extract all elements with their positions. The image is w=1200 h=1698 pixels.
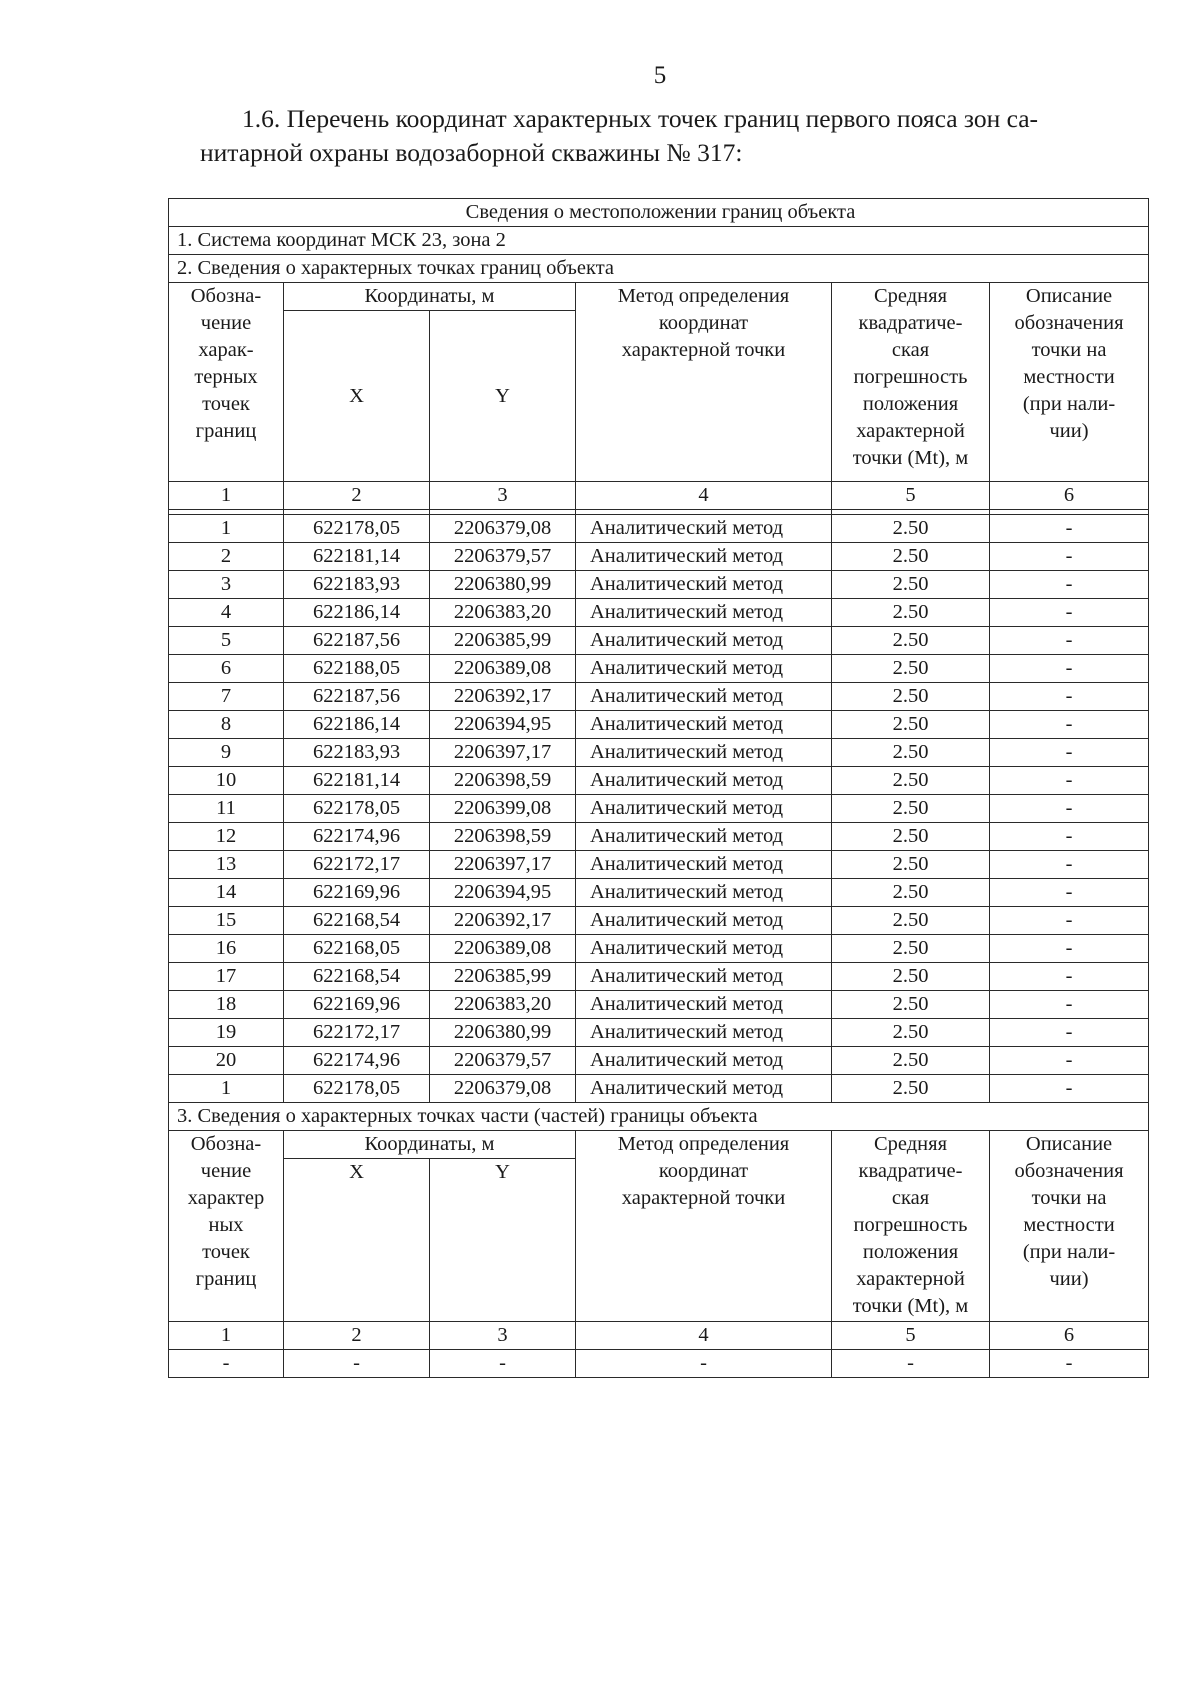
point-number-cell: 18: [169, 991, 284, 1019]
header-description-text: Описание обозначения точки на местности (при нали- чии): [1014, 285, 1124, 442]
description-cell: -: [990, 739, 1149, 767]
section-3-title: 3. Сведения о характерных точках части (частей) границы объекта: [169, 1103, 1149, 1131]
point-number-cell: 10: [169, 767, 284, 795]
mt-error-cell: 2.50: [832, 879, 990, 907]
point-number-cell: 15: [169, 907, 284, 935]
description-cell: -: [990, 963, 1149, 991]
description-cell: -: [990, 767, 1149, 795]
description-cell: -: [990, 655, 1149, 683]
header-point-designation-text: Обозна- чение харак- терных точек границ: [190, 285, 262, 442]
index-cell: 4: [576, 1322, 832, 1350]
index-cell: 6: [990, 1322, 1149, 1350]
description-cell: -: [990, 1047, 1149, 1075]
mt-error-cell: 2.50: [832, 907, 990, 935]
table-row: [169, 823, 1149, 851]
header-point-designation: [169, 283, 284, 482]
header-method-text: Метод определения координат характерной точки: [617, 285, 790, 361]
y-coordinate-cell: 2206389,08: [430, 655, 576, 683]
empty-cell: -: [430, 1350, 576, 1378]
point-number-cell: 5: [169, 627, 284, 655]
table-row: [169, 683, 1149, 711]
point-number-cell: 20: [169, 1047, 284, 1075]
index-cell: 3: [430, 482, 576, 510]
table-row: [169, 739, 1149, 767]
mt-error-cell: 2.50: [832, 991, 990, 1019]
header2-error-text: Средняя квадратиче- ская погрешность положения характерной точки (Mt), м: [852, 1133, 969, 1317]
index-cell: 1: [169, 482, 284, 510]
method-cell: Аналитический метод: [576, 683, 832, 711]
y-coordinate-cell: 2206385,99: [430, 627, 576, 655]
table-row: [169, 711, 1149, 739]
method-cell: Аналитический метод: [576, 655, 832, 683]
section-heading: [200, 102, 1150, 170]
header2-x: X: [284, 1159, 430, 1322]
y-coordinate-cell: 2206383,20: [430, 991, 576, 1019]
description-cell: -: [990, 1019, 1149, 1047]
table-row: [169, 1075, 1149, 1103]
coordinates-table: [168, 198, 1149, 1378]
mt-error-cell: 2.50: [832, 963, 990, 991]
y-coordinate-cell: 2206392,17: [430, 683, 576, 711]
header2-method: [576, 1131, 832, 1322]
x-coordinate-cell: 622168,54: [284, 907, 430, 935]
x-coordinate-cell: 622187,56: [284, 627, 430, 655]
point-number-cell: 9: [169, 739, 284, 767]
index-cell: 5: [832, 482, 990, 510]
mt-error-cell: 2.50: [832, 627, 990, 655]
method-cell: Аналитический метод: [576, 795, 832, 823]
method-cell: Аналитический метод: [576, 1019, 832, 1047]
y-coordinate-cell: 2206389,08: [430, 935, 576, 963]
header-error: [832, 283, 990, 482]
table-row: [169, 851, 1149, 879]
table-row: [169, 795, 1149, 823]
point-number-cell: 17: [169, 963, 284, 991]
x-coordinate-cell: 622186,14: [284, 711, 430, 739]
method-cell: Аналитический метод: [576, 739, 832, 767]
method-cell: Аналитический метод: [576, 879, 832, 907]
empty-cell: -: [576, 1350, 832, 1378]
y-coordinate-cell: 2206397,17: [430, 851, 576, 879]
method-cell: Аналитический метод: [576, 823, 832, 851]
section-2-title: 2. Сведения о характерных точках границ объекта: [169, 255, 1149, 283]
x-coordinate-cell: 622183,93: [284, 571, 430, 599]
header-coordinates: Координаты, м: [284, 283, 576, 311]
mt-error-cell: 2.50: [832, 655, 990, 683]
x-coordinate-cell: 622178,05: [284, 515, 430, 543]
header-error-text: Средняя квадратиче- ская погрешность положения характерной точки (Mt), м: [852, 285, 969, 469]
description-cell: -: [990, 543, 1149, 571]
index-cell: 1: [169, 1322, 284, 1350]
y-coordinate-cell: 2206397,17: [430, 739, 576, 767]
point-number-cell: 14: [169, 879, 284, 907]
x-coordinate-cell: 622178,05: [284, 795, 430, 823]
index-row: [169, 482, 1149, 510]
y-coordinate-cell: 2206379,08: [430, 1075, 576, 1103]
y-coordinate-cell: 2206380,99: [430, 571, 576, 599]
point-number-cell: 3: [169, 571, 284, 599]
point-number-cell: 13: [169, 851, 284, 879]
y-coordinate-cell: 2206394,95: [430, 711, 576, 739]
mt-error-cell: 2.50: [832, 795, 990, 823]
x-coordinate-cell: 622178,05: [284, 1075, 430, 1103]
header2-y: Y: [430, 1159, 576, 1322]
index-cell: 2: [284, 1322, 430, 1350]
method-cell: Аналитический метод: [576, 991, 832, 1019]
mt-error-cell: 2.50: [832, 823, 990, 851]
x-coordinate-cell: 622174,96: [284, 1047, 430, 1075]
header2-error: [832, 1131, 990, 1322]
index-cell: 4: [576, 482, 832, 510]
method-cell: Аналитический метод: [576, 935, 832, 963]
description-cell: -: [990, 599, 1149, 627]
mt-error-cell: 2.50: [832, 851, 990, 879]
x-coordinate-cell: 622174,96: [284, 823, 430, 851]
method-cell: Аналитический метод: [576, 963, 832, 991]
x-coordinate-cell: 622169,96: [284, 991, 430, 1019]
y-coordinate-cell: 2206379,57: [430, 1047, 576, 1075]
method-cell: Аналитический метод: [576, 907, 832, 935]
method-cell: Аналитический метод: [576, 767, 832, 795]
description-cell: -: [990, 935, 1149, 963]
y-coordinate-cell: 2206392,17: [430, 907, 576, 935]
description-cell: -: [990, 711, 1149, 739]
empty-cell: -: [990, 1350, 1149, 1378]
header2-description-text: Описание обозначения точки на местности (при нали- чии): [1014, 1133, 1124, 1290]
index-cell: 5: [832, 1322, 990, 1350]
y-coordinate-cell: 2206385,99: [430, 963, 576, 991]
page-number: 5: [653, 62, 667, 89]
header2-point-designation: [169, 1131, 284, 1322]
point-number-cell: 12: [169, 823, 284, 851]
mt-error-cell: 2.50: [832, 571, 990, 599]
method-cell: Аналитический метод: [576, 711, 832, 739]
table-row: [169, 963, 1149, 991]
mt-error-cell: 2.50: [832, 767, 990, 795]
x-coordinate-cell: 622168,54: [284, 963, 430, 991]
description-cell: -: [990, 627, 1149, 655]
header-y: Y: [430, 311, 576, 482]
point-number-cell: 19: [169, 1019, 284, 1047]
point-number-cell: 4: [169, 599, 284, 627]
x-coordinate-cell: 622181,14: [284, 767, 430, 795]
table-row: [169, 1019, 1149, 1047]
empty-cell: -: [284, 1350, 430, 1378]
header-method: [576, 283, 832, 482]
point-number-cell: 7: [169, 683, 284, 711]
y-coordinate-cell: 2206394,95: [430, 879, 576, 907]
description-cell: -: [990, 571, 1149, 599]
point-number-cell: 1: [169, 515, 284, 543]
method-cell: Аналитический метод: [576, 571, 832, 599]
y-coordinate-cell: 2206383,20: [430, 599, 576, 627]
empty-cell: -: [832, 1350, 990, 1378]
table-row: [169, 543, 1149, 571]
heading-line-2: нитарной охраны водозаборной скважины № 317:: [200, 138, 743, 167]
description-cell: -: [990, 851, 1149, 879]
method-cell: Аналитический метод: [576, 543, 832, 571]
table-row: [169, 935, 1149, 963]
index-cell: 6: [990, 482, 1149, 510]
description-cell: -: [990, 991, 1149, 1019]
x-coordinate-cell: 622183,93: [284, 739, 430, 767]
x-coordinate-cell: 622188,05: [284, 655, 430, 683]
point-number-cell: 1: [169, 1075, 284, 1103]
description-cell: -: [990, 1075, 1149, 1103]
mt-error-cell: 2.50: [832, 935, 990, 963]
point-number-cell: 8: [169, 711, 284, 739]
header-description: [990, 283, 1149, 482]
point-number-cell: 2: [169, 543, 284, 571]
method-cell: Аналитический метод: [576, 599, 832, 627]
empty-cell: -: [169, 1350, 284, 1378]
mt-error-cell: 2.50: [832, 711, 990, 739]
method-cell: Аналитический метод: [576, 515, 832, 543]
y-coordinate-cell: 2206398,59: [430, 767, 576, 795]
header2-method-text: Метод определения координат характерной точки: [617, 1133, 790, 1209]
table-row: [169, 515, 1149, 543]
x-coordinate-cell: 622172,17: [284, 851, 430, 879]
x-coordinate-cell: 622186,14: [284, 599, 430, 627]
table-row: [169, 991, 1149, 1019]
method-cell: Аналитический метод: [576, 851, 832, 879]
description-cell: -: [990, 879, 1149, 907]
x-coordinate-cell: 622181,14: [284, 543, 430, 571]
y-coordinate-cell: 2206399,08: [430, 795, 576, 823]
table-row: [169, 599, 1149, 627]
x-coordinate-cell: 622172,17: [284, 1019, 430, 1047]
y-coordinate-cell: 2206380,99: [430, 1019, 576, 1047]
point-number-cell: 11: [169, 795, 284, 823]
header-x: X: [284, 311, 430, 482]
heading-line-1: 1.6. Перечень координат характерных точек границ первого пояса зон са-: [242, 104, 1039, 133]
y-coordinate-cell: 2206379,57: [430, 543, 576, 571]
mt-error-cell: 2.50: [832, 739, 990, 767]
description-cell: -: [990, 823, 1149, 851]
description-cell: -: [990, 515, 1149, 543]
coordinate-system-row: 1. Система координат МСК 23, зона 2: [169, 227, 1149, 255]
index-row-2: [169, 1322, 1149, 1350]
table-row: [169, 655, 1149, 683]
y-coordinate-cell: 2206379,08: [430, 515, 576, 543]
header2-description: [990, 1131, 1149, 1322]
index-cell: 2: [284, 482, 430, 510]
table-row: [169, 627, 1149, 655]
mt-error-cell: 2.50: [832, 683, 990, 711]
mt-error-cell: 2.50: [832, 515, 990, 543]
empty-row: [169, 1350, 1149, 1378]
table-title: Сведения о местоположении границ объекта: [169, 199, 1149, 227]
point-number-cell: 16: [169, 935, 284, 963]
y-coordinate-cell: 2206398,59: [430, 823, 576, 851]
method-cell: Аналитический метод: [576, 1075, 832, 1103]
x-coordinate-cell: 622187,56: [284, 683, 430, 711]
table-row: [169, 767, 1149, 795]
method-cell: Аналитический метод: [576, 1047, 832, 1075]
method-cell: Аналитический метод: [576, 627, 832, 655]
index-cell: 3: [430, 1322, 576, 1350]
header2-point-designation-text: Обозна- чение характер ных точек границ: [187, 1133, 265, 1290]
x-coordinate-cell: 622169,96: [284, 879, 430, 907]
point-number-cell: 6: [169, 655, 284, 683]
description-cell: -: [990, 795, 1149, 823]
header2-coordinates: Координаты, м: [284, 1131, 576, 1159]
x-coordinate-cell: 622168,05: [284, 935, 430, 963]
mt-error-cell: 2.50: [832, 1047, 990, 1075]
description-cell: -: [990, 683, 1149, 711]
table-row: [169, 571, 1149, 599]
mt-error-cell: 2.50: [832, 599, 990, 627]
table-row: [169, 1047, 1149, 1075]
table-row: [169, 907, 1149, 935]
description-cell: -: [990, 907, 1149, 935]
mt-error-cell: 2.50: [832, 543, 990, 571]
mt-error-cell: 2.50: [832, 1075, 990, 1103]
mt-error-cell: 2.50: [832, 1019, 990, 1047]
table-row: [169, 879, 1149, 907]
